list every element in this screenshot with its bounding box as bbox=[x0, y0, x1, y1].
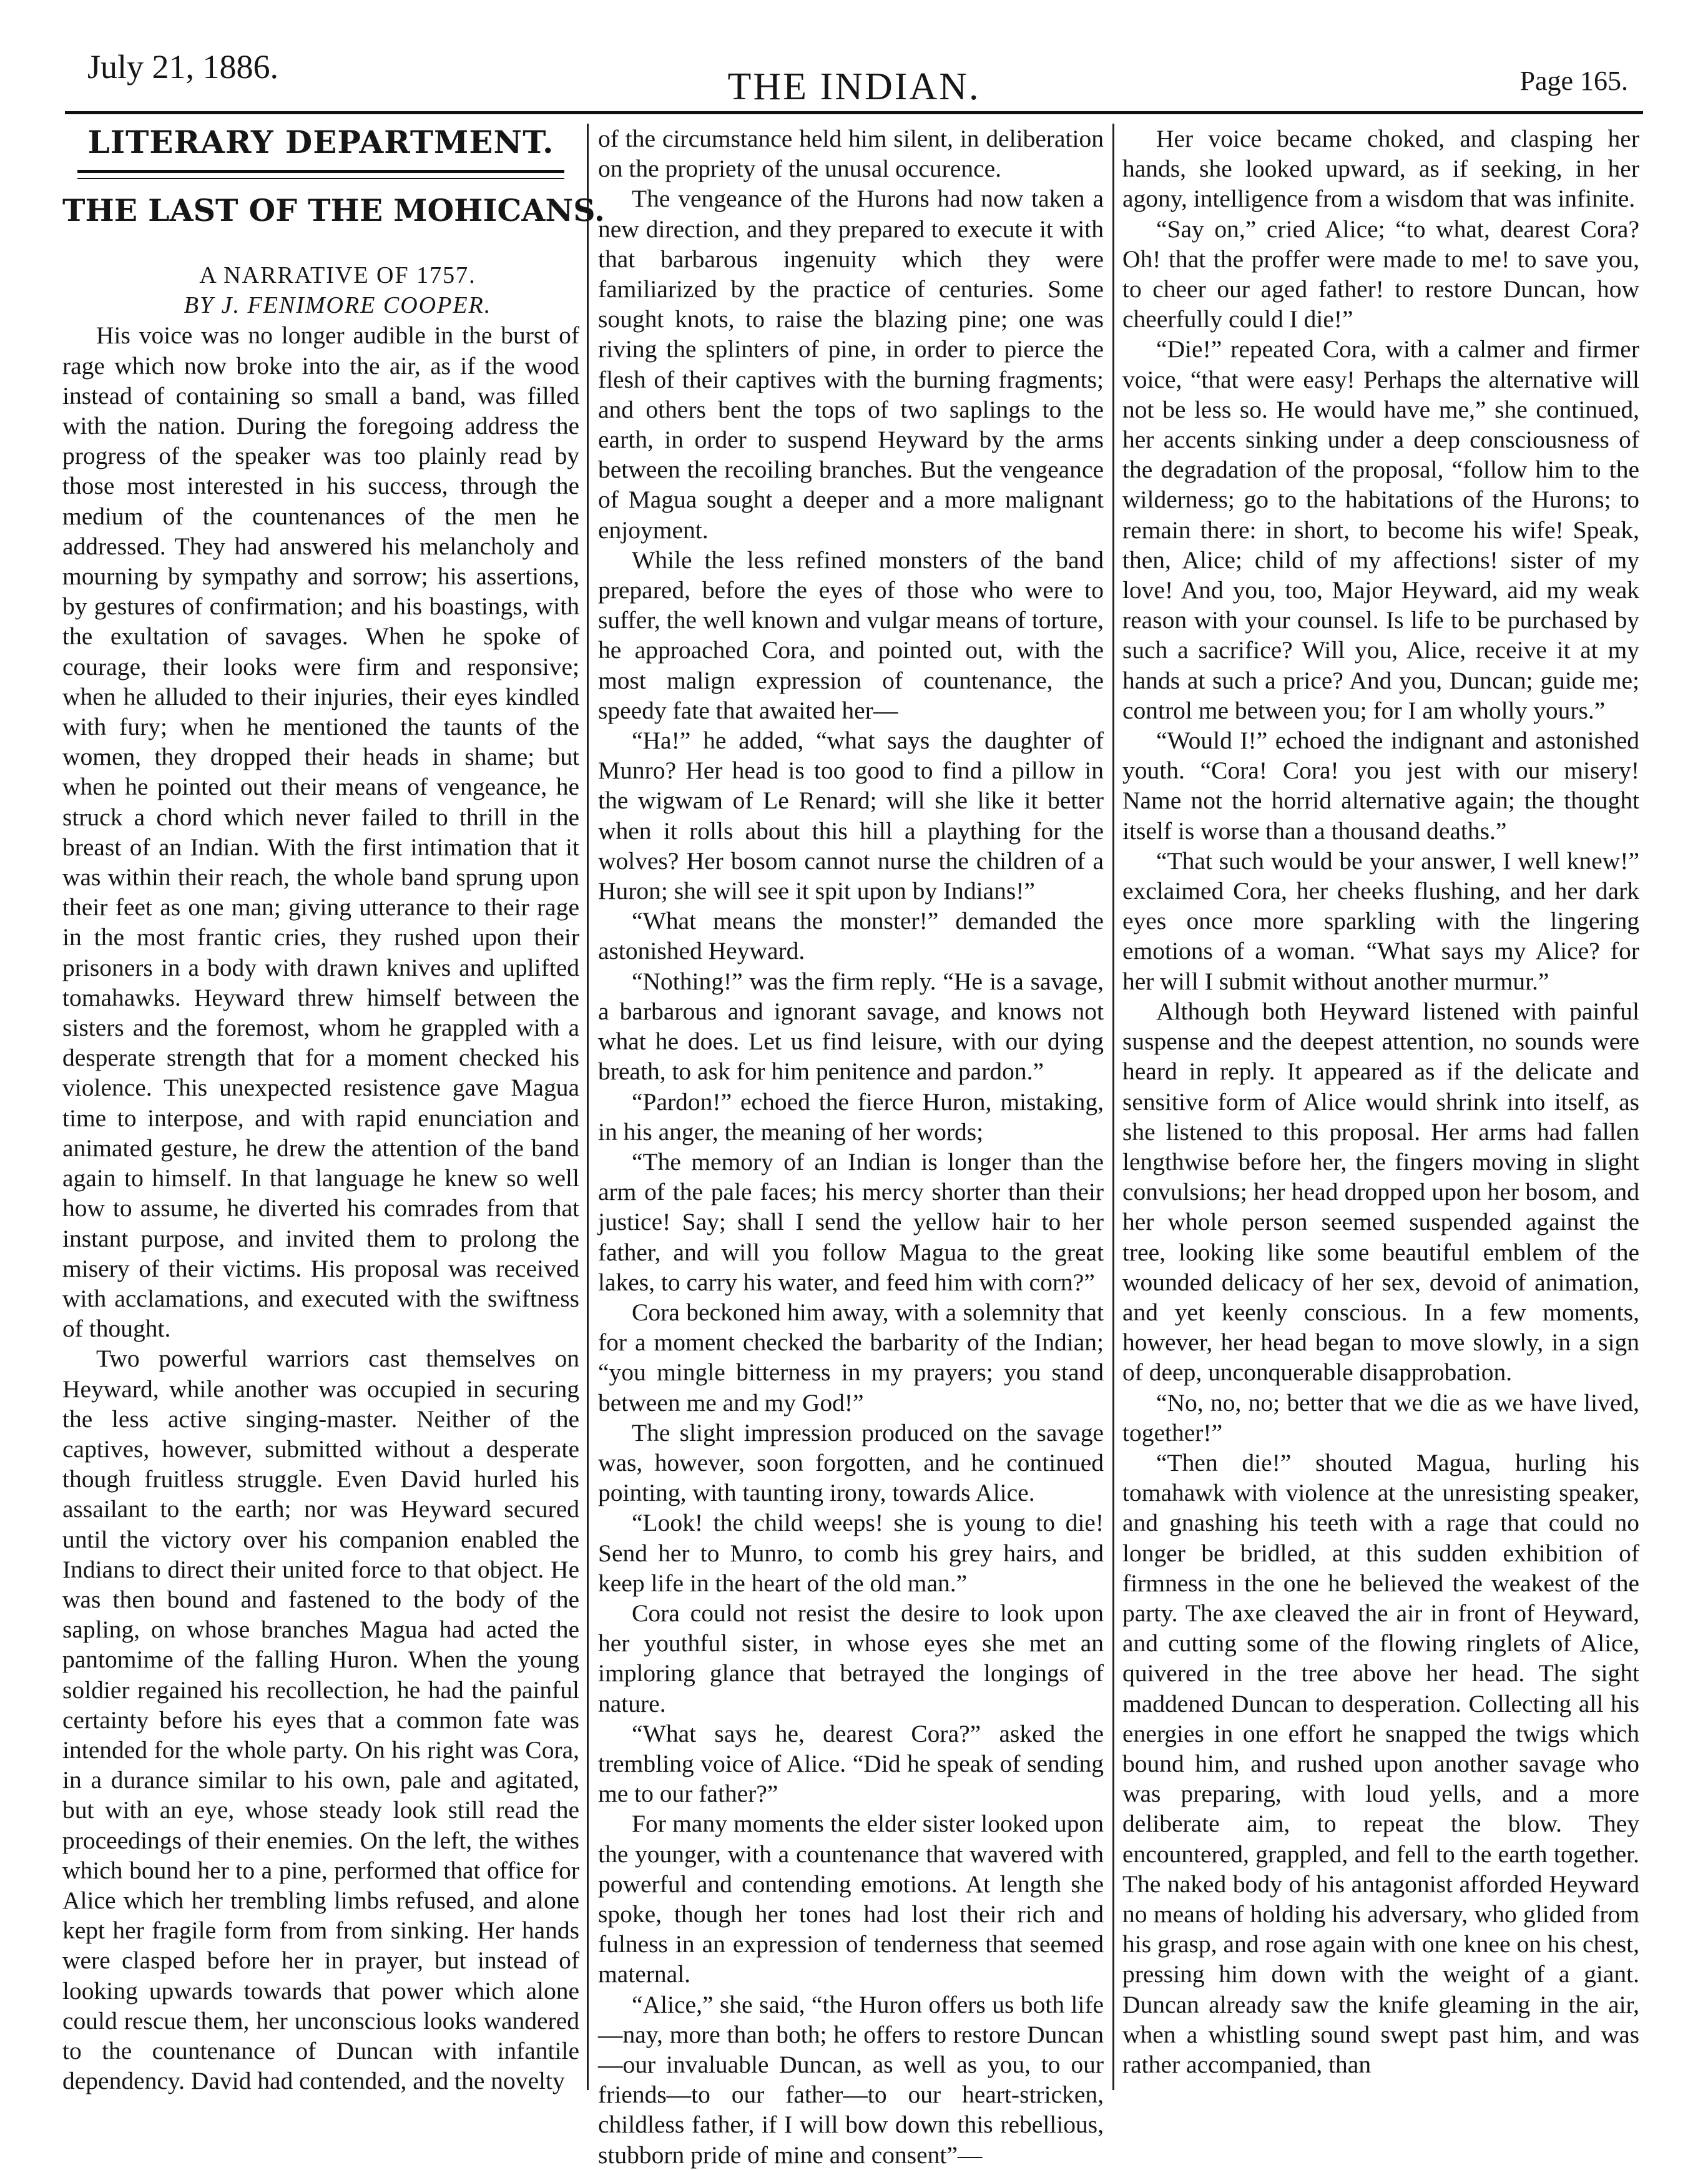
paragraph: “Alice,” she said, “the Huron offers us both life—nay, more than both; he offers to restore Duncan—our invaluable Duncan, as well as you, to our friends—to our father—to our heart-stricken, childless father, if I will bow down this rebellious, stubborn pride of mine and consent”— bbox=[598, 1990, 1104, 2169]
paragraph: “Would I!” echoed the indignant and astonished youth. “Cora! Cora! you jest with our misery! Name not the horrid alternative again; the thought itself is worse than a thousand deaths.” bbox=[1122, 727, 1639, 845]
page-header bbox=[0, 0, 1708, 106]
story-byline: BY J. FENIMORE COOPER. bbox=[184, 292, 492, 319]
paragraph: His voice was no longer audible in the burst of rage which now broke into the air, as if the wood instead of containing so small a band, was filled with the nation. During the foregoing address the progress of the speaker was too plainly read by those most interested in his success, through the medium of the countenances of the men he addressed. They had answered his melancholy and mourning by sympathy and sorrow; his assertions, by gestures of confirmation; and his boastings, with the exultation of savages. When he spoke of courage, their looks were firm and responsive; when he alluded to their injuries, their eyes kindled with fury; when he mentioned the taunts of the women, they dropped their heads in shame; but when he pointed out their means of vengeance, he struck a chord which never failed to thrill in the breast of an Indian. With the first intimation that it was within their reach, the whole band sprung upon their feet as one man; giving utterance to their rage in the most frantic cries, they rushed upon their prisoners in a body with drawn knives and uplifted tomahawks. Heyward threw himself between the sisters and the foremost, whom he grappled with a desperate strength that for a moment checked his violence. This unexpected resistence gave Magua time to interpose, and with rapid enunciation and animated gesture, he drew the attention of the band again to himself. In that language he knew so well how to assume, he diverted his comrades from that instant purpose, and invited them to prolong the misery of their victims. His proposal was received with acclamations, and executed with the swiftness of thought. bbox=[62, 322, 579, 1343]
column-3 bbox=[1122, 124, 1639, 2090]
section-rule bbox=[77, 170, 564, 173]
paragraph: “That such would be your answer, I well knew!” exclaimed Cora, her cheeks flushing, and her dark eyes once more sparkling with the lingering emotions of a woman. “What says my Alice? for her will I submit without another murmur.” bbox=[1122, 847, 1639, 995]
header-rule bbox=[65, 111, 1643, 114]
paragraph: “Then die!” shouted Magua, hurling his tomahawk with violence at the unresisting speaker, and gnashing his teeth with a rage that could no longer be bridled, at this sudden exhibition of firmness in the one he believed the weakest of the party. The axe cleaved the air in front of Heyward, and cutting some of the flowing ringlets of Alice, quivered in the tree above her head. The sight maddened Duncan to desperation. Collecting all his energies in one effort he snapped the twigs which bound him, and rushed upon another savage who was preparing, with loud yells, and a more deliberate aim, to repeat the blow. They encountered, grappled, and fell to the earth together. The naked body of his antagonist afforded Heyward no means of holding his adversary, who glided from his grasp, and rose again with one knee on his chest, pressing him down with the weight of a giant. Duncan already saw the knife gleaming in the air, when a whistling sound swept past him, and was rather accompanied, than bbox=[1122, 1448, 1639, 2078]
paragraph: While the less refined monsters of the band prepared, before the eyes of those who were to suffer, the well known and vulgar means of torture, he approached Cora, and pointed out, with the most malign expression of countenance, the speedy fate that awaited her— bbox=[598, 546, 1104, 724]
column-divider bbox=[1112, 124, 1114, 2090]
section-heading: LITERARY DEPARTMENT. bbox=[87, 124, 554, 160]
section-rule bbox=[77, 178, 564, 179]
paragraph: Two powerful warriors cast themselves on Heyward, while another was occupied in securing the less active singing-master. Neither of the captives, however, submitted without a desperate though fruitless struggle. Even David hurled his assailant to the earth; nor was Heyward secured until the victory over his companion enabled the Indians to direct their united force to that object. He was then bound and fastened to the body of the sapling, on whose branches Magua had acted the pantomime of the falling Huron. When the young soldier regained his recollection, he had the painful certainty before his eyes that a common fate was intended for the whole party. On his right was Cora, in a durance similar to his own, pale and agitated, but with an eye, whose steady look still read the proceedings of their enemies. On the left, the withes which bound her to a pine, performed that office for Alice which her trembling limbs refused, and alone kept her fragile form from from sinking. Her hands were clasped before her in prayer, but instead of looking upwards towards that power which alone could rescue them, her unconscious looks wandered to the countenance of Duncan with infantile dependency. David had contended, and the novelty bbox=[62, 1345, 579, 2095]
paragraph: “The memory of an Indian is longer than the arm of the pale faces; his mercy shorter than their justice! Say; shall I send the yellow hair to her father, and will you follow Magua to the great lakes, to carry his water, and feed him with corn?” bbox=[598, 1147, 1104, 1296]
column-1 bbox=[62, 124, 605, 2095]
paragraph: The vengeance of the Hurons had now taken a new direction, and they prepared to execute it with that barbarous ingenuity which they were familiarized by the practice of centuries. Some sought knots, to raise the blazing pine; one was riving the splinters of pine, in order to pierce the flesh of their captives with the burning fragments; and others bent the tops of two saplings to the earth, in order to suspend Heyward by the arms between the recoiling branches. But the vengeance of Magua sought a deeper and a more malignant enjoyment. bbox=[598, 185, 1104, 544]
column-2 bbox=[598, 124, 1104, 2169]
paragraph: of the circumstance held him silent, in deliberation on the propriety of the unusal occurence. bbox=[598, 125, 1104, 183]
paragraph: “Ha!” he added, “what says the daughter of Munro? Her head is too good to find a pillow in the wigwam of Le Renard; will she like it better when it rolls about this hill a plaything for the wolves? Her bosom cannot nurse the children of a Huron; she will see it spit upon by Indians!” bbox=[598, 727, 1104, 905]
paragraph: “Nothing!” was the firm reply. “He is a savage, a barbarous and ignorant savage, and knows not what he does. Let us find leisure, with our dying breath, to ask for him penitence and pardon.” bbox=[598, 967, 1104, 1086]
paragraph: Her voice became choked, and clasping her hands, she looked upward, as if seeking, in her agony, intelligence from a wisdom that was infinite. bbox=[1122, 125, 1639, 213]
paragraph: Although both Heyward listened with painful suspense and the deepest attention, no sounds were heard in reply. It appeared as if the delicate and sensitive form of Alice would shrink into itself, as she listened to this proposal. Her arms had fallen lengthwise before her, the fingers moving in slight convulsions; her head dropped upon her bosom, and her whole person seemed suspended against the tree, looking like some beautiful emblem of the wounded delicacy of her sex, devoid of animation, and yet keenly conscious. In a few moments, however, her head began to move slowly, in a sign of deep, unconquerable disapprobation. bbox=[1122, 997, 1639, 1387]
issue-date: July 21, 1886. bbox=[87, 48, 279, 86]
story-subtitle: A NARRATIVE OF 1757. bbox=[199, 262, 476, 288]
paragraph: “Say on,” cried Alice; “to what, dearest Cora? Oh! that the proffer were made to me! to save you, to cheer our aged father! to restore Duncan, how cheerfully could I die!” bbox=[1122, 215, 1639, 333]
story-title: THE LAST OF THE MOHICANS. bbox=[62, 192, 605, 228]
newspaper-title: THE INDIAN. bbox=[727, 66, 981, 108]
paragraph: Cora could not resist the desire to look upon her youthful sister, in whose eyes she met an imploring glance that betrayed the longings of nature. bbox=[598, 1599, 1104, 1717]
paragraph: Cora beckoned him away, with a solemnity that for a moment checked the barbarity of the Indian; “you mingle bitterness in my prayers; you stand between me and my God!” bbox=[598, 1298, 1104, 1416]
paragraph: “Die!” repeated Cora, with a calmer and firmer voice, “that were easy! Perhaps the alternative will not be less so. He would have me,” she continued, her accents sinking under a deep consciousness of the degradation of the proposal, “follow him to the wilderness; go to the habitations of the Hurons; to remain there: in short, to become his wife! Speak, then, Alice; child of my affections! sister of my love! And you, too, Major Heyward, aid my weak reason with your counsel. Is life to be purchased by such a sacrifice? Will you, Alice, receive it at my hands at such a price? And you, Duncan; guide me; control me between you; for I am wholly yours.” bbox=[1122, 335, 1639, 724]
paragraph: “Look! the child weeps! she is young to die! Send her to Munro, to comb his grey hairs, and keep life in the heart of the old man.” bbox=[598, 1509, 1104, 1597]
paragraph: “Pardon!” echoed the fierce Huron, mistaking, in his anger, the meaning of her words; bbox=[598, 1087, 1104, 1146]
paragraph: The slight impression produced on the savage was, however, soon forgotten, and he continued pointing, with taunting irony, towards Alice. bbox=[598, 1418, 1104, 1507]
paragraph: “What means the monster!” demanded the astonished Heyward. bbox=[598, 907, 1104, 965]
paragraph: “What says he, dearest Cora?” asked the trembling voice of Alice. “Did he speak of sending me to our father?” bbox=[598, 1719, 1104, 1808]
page-number: Page 165. bbox=[1519, 66, 1628, 96]
paragraph: For many moments the elder sister looked upon the younger, with a countenance that wavered with powerful and contending emotions. At length she spoke, though her tones had lost their rich and fulness in an expression of tenderness that seemed maternal. bbox=[598, 1810, 1104, 1988]
column-divider bbox=[587, 124, 589, 2090]
paragraph: “No, no, no; better that we die as we have lived, together!” bbox=[1122, 1388, 1639, 1446]
